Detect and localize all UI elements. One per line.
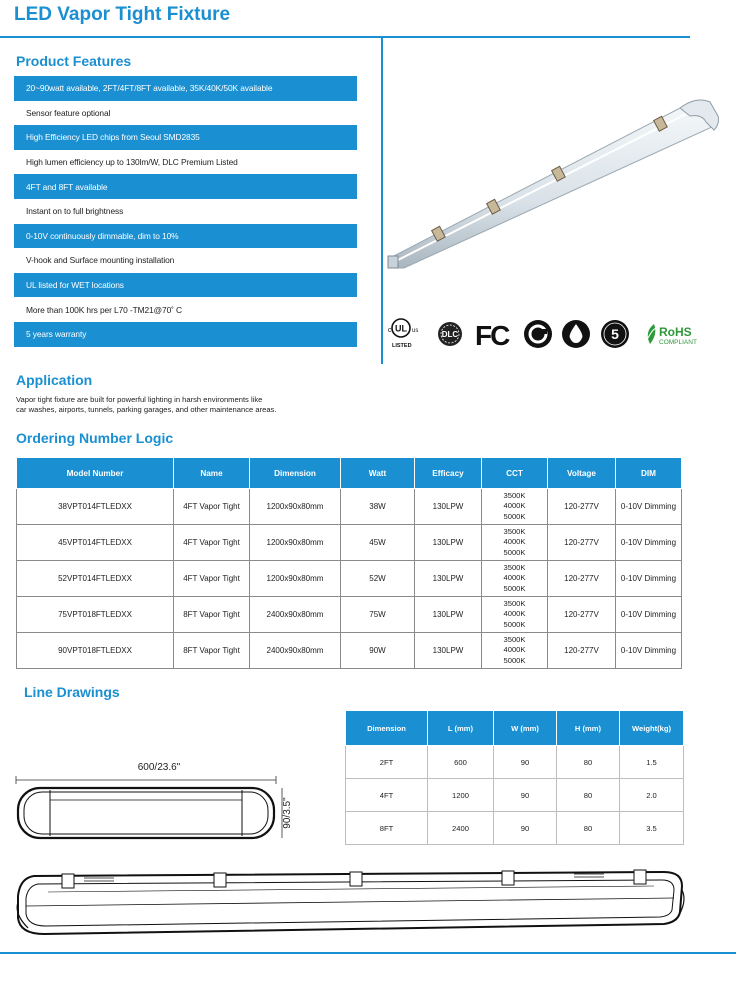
application-text xyxy=(16,395,316,415)
ul-listed-icon xyxy=(388,319,418,349)
application-heading: Application xyxy=(16,372,93,388)
certifications-row xyxy=(386,316,716,352)
watt-cell: 45W xyxy=(341,525,415,561)
ul-us-text: us xyxy=(412,328,419,334)
dim-cell: 0-10V Dimming xyxy=(616,489,682,525)
table-row xyxy=(346,746,684,779)
table-row xyxy=(17,489,682,525)
name-cell: 4FT Vapor Tight xyxy=(174,489,250,525)
dlc-icon xyxy=(438,322,462,346)
perspective-drawing xyxy=(14,862,696,940)
weight-cell: 1.5 xyxy=(620,746,684,779)
name-cell: 8FT Vapor Tight xyxy=(174,597,250,633)
cct-cell xyxy=(482,489,548,525)
ordering-header-row xyxy=(17,458,682,489)
efficacy-cell: 130LPW xyxy=(415,525,482,561)
col-header: CCT xyxy=(482,458,548,489)
features-list xyxy=(14,76,357,347)
table-row xyxy=(346,812,684,845)
cct-cell xyxy=(482,525,548,561)
name-cell: 4FT Vapor Tight xyxy=(174,561,250,597)
dim-cell: 0-10V Dimming xyxy=(616,633,682,669)
col-header: H (mm) xyxy=(557,711,620,746)
feature-item: 20~90watt available, 2FT/4FT/8FT available, 35K/40K/50K available xyxy=(14,76,357,101)
col-header: Voltage xyxy=(548,458,616,489)
col-header: Dimension xyxy=(250,458,341,489)
voltage-cell: 120-277V xyxy=(548,597,616,633)
watt-cell: 38W xyxy=(341,489,415,525)
cct-value: 5000K xyxy=(503,619,526,629)
efficacy-cell: 130LPW xyxy=(415,489,482,525)
cct-value: 4000K xyxy=(503,537,526,547)
length-cell: 2400 xyxy=(428,812,494,845)
col-header: Dimension xyxy=(346,711,428,746)
feature-item: UL listed for WET locations xyxy=(14,273,357,298)
voltage-cell: 120-277V xyxy=(548,561,616,597)
feature-item: 0-10V continuously dimmable, dim to 10% xyxy=(14,224,357,249)
rohs-icon xyxy=(648,324,697,346)
warranty-icon xyxy=(601,320,629,348)
table-row xyxy=(17,561,682,597)
page-title: LED Vapor Tight Fixture xyxy=(14,4,231,25)
length-cell: 1200 xyxy=(428,779,494,812)
feature-item: 5 years warranty xyxy=(14,322,357,347)
rohs-text: RoHS xyxy=(659,325,692,339)
width-cell: 90 xyxy=(494,812,557,845)
feature-item: 4FT and 8FT available xyxy=(14,174,357,199)
vertical-divider xyxy=(381,38,383,364)
side-view-drawing xyxy=(14,760,304,846)
dimension-cell: 1200x90x80mm xyxy=(250,525,341,561)
dimension-cell: 1200x90x80mm xyxy=(250,489,341,525)
feature-item: High lumen efficiency up to 130lm/W, DLC Premium Listed xyxy=(14,150,357,175)
height-label: 90/3.5" xyxy=(282,797,293,829)
col-header: DIM xyxy=(616,458,682,489)
cct-value: 4000K xyxy=(503,501,526,511)
watt-cell: 90W xyxy=(341,633,415,669)
line-drawings-heading: Line Drawings xyxy=(24,684,120,700)
ul-listed-text: LISTED xyxy=(392,343,412,349)
col-header: W (mm) xyxy=(494,711,557,746)
col-header: Model Number xyxy=(17,458,174,489)
cct-cell xyxy=(482,597,548,633)
cct-value: 5000K xyxy=(503,583,526,593)
weight-cell: 2.0 xyxy=(620,779,684,812)
height-cell: 80 xyxy=(557,812,620,845)
fc-text: FC xyxy=(475,320,509,351)
waterproof-icon xyxy=(562,320,590,348)
dim-cell: 0-10V Dimming xyxy=(616,561,682,597)
feature-item: More than 100K hrs per L70 -TM21@70˚ C xyxy=(14,297,357,322)
model-cell: 52VPT014FTLEDXX xyxy=(17,561,174,597)
dlc-text: DLC xyxy=(441,330,459,339)
table-row xyxy=(17,525,682,561)
col-header: Efficacy xyxy=(415,458,482,489)
feature-item: V-hook and Surface mounting installation xyxy=(14,248,357,273)
height-cell: 80 xyxy=(557,746,620,779)
width-cell: 90 xyxy=(494,746,557,779)
model-cell: 45VPT014FTLEDXX xyxy=(17,525,174,561)
fc-icon xyxy=(475,320,510,351)
cct-value: 4000K xyxy=(503,645,526,655)
bottom-divider xyxy=(0,952,736,954)
ul-mark-text: UL xyxy=(395,323,407,334)
feature-item: High Efficiency LED chips from Seoul SMD2835 xyxy=(14,125,357,150)
voltage-cell: 120-277V xyxy=(548,525,616,561)
dim-cell: 0-10V Dimming xyxy=(616,597,682,633)
ordering-table xyxy=(16,457,682,669)
cct-value: 3500K xyxy=(503,634,526,644)
cct-cell xyxy=(482,633,548,669)
col-header: L (mm) xyxy=(428,711,494,746)
energy-icon xyxy=(524,320,552,348)
dim-cell: 0-10V Dimming xyxy=(616,525,682,561)
application-line: car washes, airports, tunnels, parking garages, and other maintenance areas. xyxy=(16,405,277,414)
cct-value: 3500K xyxy=(503,562,526,572)
col-header: Watt xyxy=(341,458,415,489)
cct-value: 3500K xyxy=(503,598,526,608)
weight-cell: 3.5 xyxy=(620,812,684,845)
model-cell: 38VPT014FTLEDXX xyxy=(17,489,174,525)
cct-value: 3500K xyxy=(503,490,526,500)
table-row xyxy=(346,779,684,812)
name-cell: 4FT Vapor Tight xyxy=(174,525,250,561)
efficacy-cell: 130LPW xyxy=(415,633,482,669)
model-cell: 75VPT018FTLEDXX xyxy=(17,597,174,633)
table-row xyxy=(17,597,682,633)
ordering-heading: Ordering Number Logic xyxy=(16,430,174,446)
col-header: Name xyxy=(174,458,250,489)
col-header: Weight(kg) xyxy=(620,711,684,746)
height-cell: 80 xyxy=(557,779,620,812)
voltage-cell: 120-277V xyxy=(548,633,616,669)
dimension-cell: 2400x90x80mm xyxy=(250,597,341,633)
warranty-text: 5 xyxy=(611,326,619,342)
rohs-sub-text: COMPLIANT xyxy=(659,339,697,346)
length-label: 600/23.6" xyxy=(137,762,181,773)
name-cell: 8FT Vapor Tight xyxy=(174,633,250,669)
width-cell: 90 xyxy=(494,779,557,812)
voltage-cell: 120-277V xyxy=(548,489,616,525)
efficacy-cell: 130LPW xyxy=(415,597,482,633)
cct-value: 3500K xyxy=(503,526,526,536)
watt-cell: 52W xyxy=(341,561,415,597)
model-cell: 90VPT018FTLEDXX xyxy=(17,633,174,669)
cct-value: 4000K xyxy=(503,609,526,619)
dimension-cell: 2FT xyxy=(346,746,428,779)
table-row xyxy=(17,633,682,669)
feature-item: Sensor feature optional xyxy=(14,101,357,126)
ul-c-text: c xyxy=(388,327,392,334)
cct-value: 5000K xyxy=(503,547,526,557)
cct-value: 5000K xyxy=(503,655,526,665)
cct-cell xyxy=(482,561,548,597)
cct-value: 4000K xyxy=(503,573,526,583)
dimension-cell: 1200x90x80mm xyxy=(250,561,341,597)
feature-item: Instant on to full brightness xyxy=(14,199,357,224)
dimension-cell: 8FT xyxy=(346,812,428,845)
product-image xyxy=(384,90,724,280)
dimension-cell: 4FT xyxy=(346,779,428,812)
top-divider xyxy=(0,36,690,38)
dimension-table xyxy=(345,710,684,845)
cct-value: 5000K xyxy=(503,511,526,521)
features-heading: Product Features xyxy=(16,53,132,69)
watt-cell: 75W xyxy=(341,597,415,633)
dimension-cell: 2400x90x80mm xyxy=(250,633,341,669)
application-line: Vapor tight fixture are built for powerful lighting in harsh environments like xyxy=(16,395,263,404)
dimension-header-row xyxy=(346,711,684,746)
efficacy-cell: 130LPW xyxy=(415,561,482,597)
length-cell: 600 xyxy=(428,746,494,779)
